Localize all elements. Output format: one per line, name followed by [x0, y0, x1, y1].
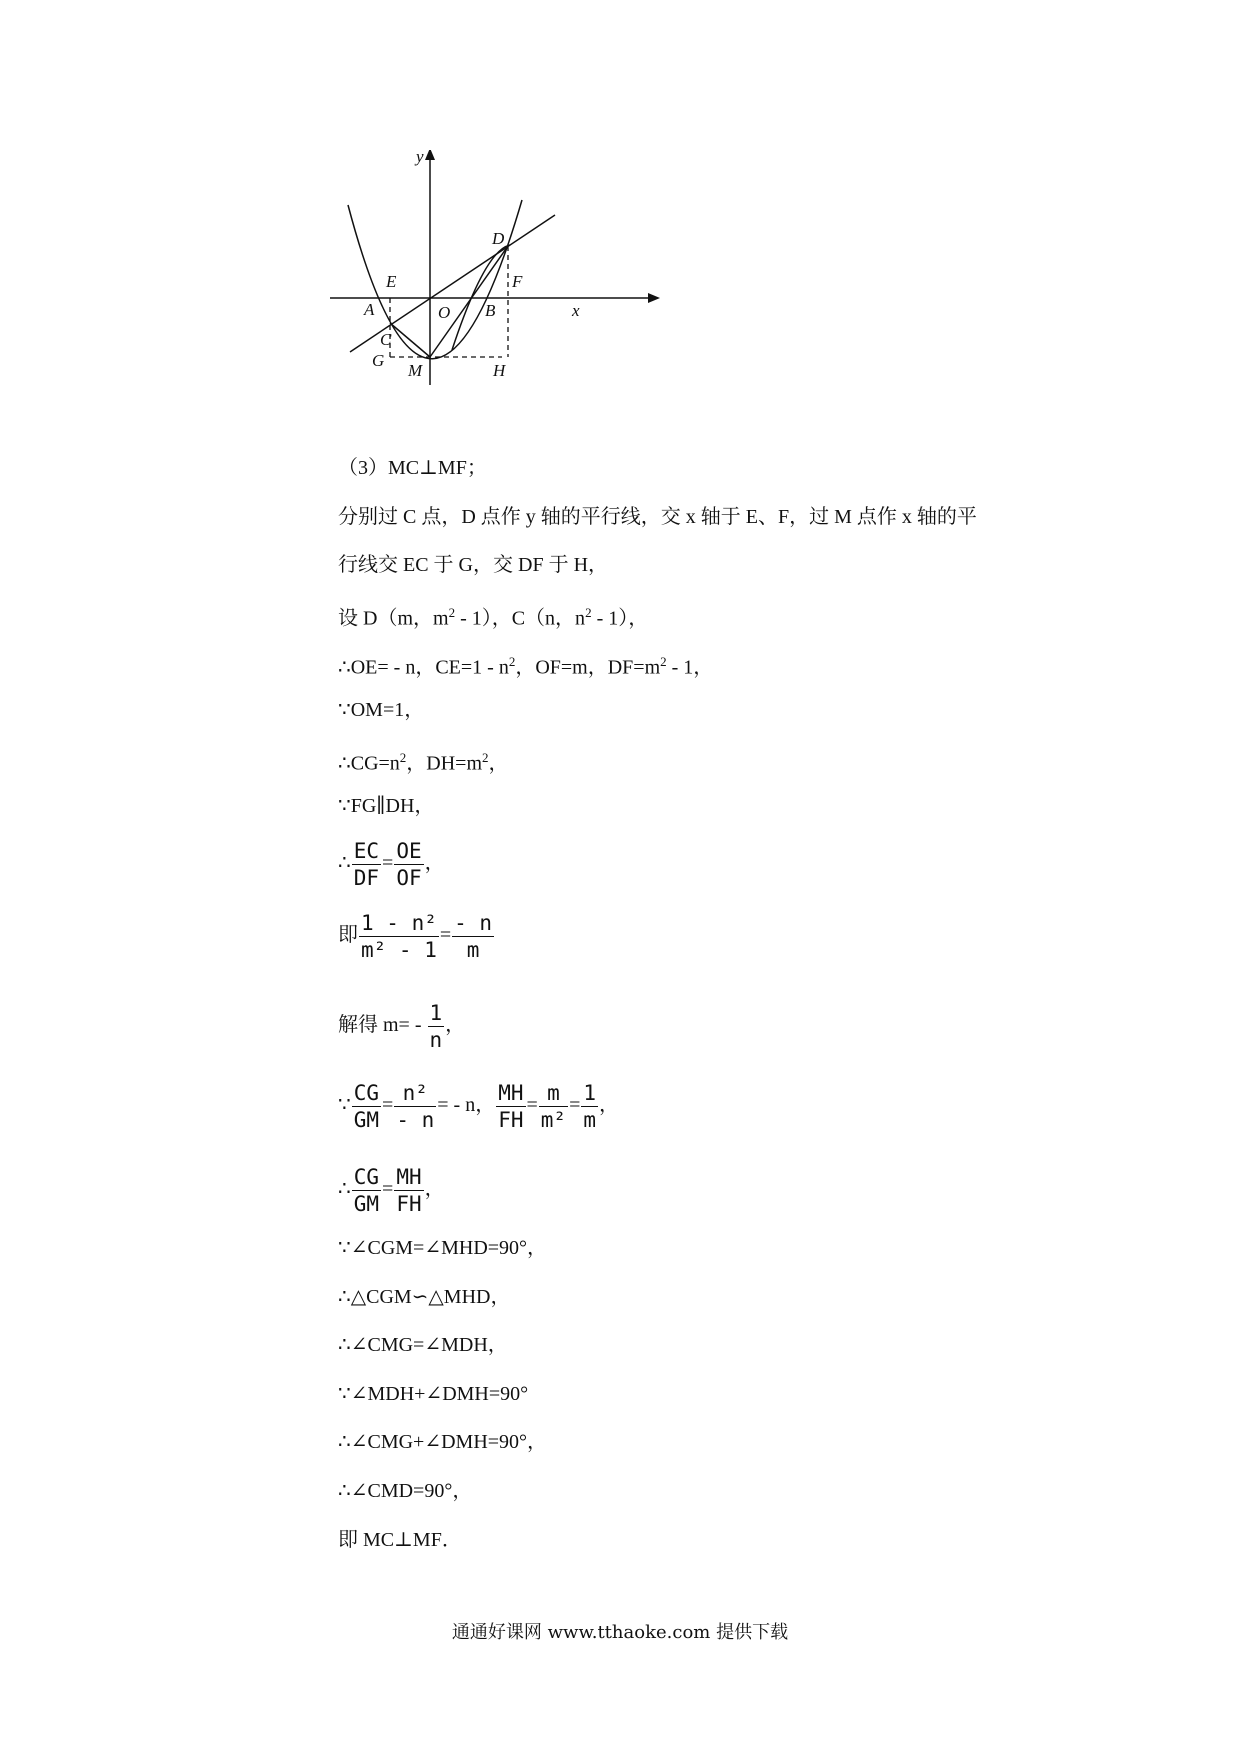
l9-eq: =	[382, 852, 394, 875]
fraction-mh-fh-2	[394, 1164, 423, 1217]
l7-e: ，	[488, 752, 509, 775]
l12-f4d: m²	[540, 1108, 567, 1132]
l11-fd: n	[429, 1028, 443, 1052]
l12-mid: = - n，	[437, 1094, 496, 1117]
line-13	[338, 1164, 445, 1217]
l10-f1d: m² - 1	[361, 938, 437, 962]
l10-f2d: m	[466, 938, 480, 962]
l5-c: ，OF=m，DF=m	[515, 656, 661, 679]
l12-f1d: GM	[353, 1108, 380, 1132]
line-18: ∴∠CMG+∠DMH=90°，	[338, 1431, 548, 1453]
label-e: E	[386, 272, 397, 291]
l4-d: 2	[585, 605, 592, 620]
line-8: ∵FG∥DH，	[338, 795, 435, 817]
l12-pre: ∵	[338, 1094, 351, 1117]
fraction-n2-mn	[394, 1080, 436, 1133]
l9-pre: ∴	[338, 852, 351, 875]
l12-f4n: m	[539, 1080, 568, 1107]
line-16: ∴∠CMG=∠MDH，	[338, 1334, 508, 1356]
fraction-cg-gm-2	[352, 1164, 381, 1217]
l10-eq: =	[439, 924, 452, 947]
l11-pre: 解得 m= -	[338, 1014, 427, 1037]
line-2: 分别过 C 点，D 点作 y 轴的平行线，交 x 轴于 E、F，过 M 点作 x 轴的平	[338, 506, 977, 528]
l12-f2n: n²	[394, 1080, 436, 1107]
l12-f5n: 1	[583, 1081, 597, 1105]
l12-eq1: =	[382, 1094, 394, 1117]
l12-f3n: MH	[498, 1081, 524, 1105]
parabola-main	[348, 200, 522, 359]
l7-a: ∴CG=n	[338, 752, 400, 775]
l13-pre: ∴	[338, 1178, 351, 1201]
label-f: F	[512, 272, 523, 291]
l9-post: ，	[424, 852, 445, 875]
l12-eq3: =	[569, 1094, 581, 1117]
label-d: D	[492, 229, 505, 248]
label-y: y	[416, 150, 424, 166]
l12-f2d: - n	[396, 1108, 435, 1132]
line-20: 即 MC⊥MF．	[338, 1529, 462, 1551]
fraction-ec-df	[352, 838, 381, 891]
l9-f1n: EC	[353, 839, 380, 863]
l10-f2n: - n	[454, 911, 493, 935]
line-1: （3）MC⊥MF；	[338, 457, 487, 479]
l5-b: 2	[508, 654, 516, 669]
segment-md	[430, 246, 508, 357]
label-x: x	[572, 301, 580, 320]
l11-fn: 1	[429, 1001, 443, 1025]
line-5	[338, 648, 713, 682]
line-14: ∵∠CGM=∠MHD=90°，	[338, 1237, 548, 1259]
l13-eq: =	[382, 1178, 394, 1201]
footer-credit: 通通好课网 www.tthaoke.com 提供下载	[451, 1622, 789, 1643]
line-15: ∴△CGM∽△MHD，	[338, 1286, 511, 1308]
line-7	[338, 744, 509, 778]
l5-a: ∴OE= - n，CE=1 - n	[338, 656, 509, 679]
x-axis-arrow	[648, 293, 660, 303]
l12-f5d: m	[583, 1108, 597, 1132]
line-12	[338, 1080, 619, 1133]
parabola-figure	[330, 150, 660, 435]
l5-e: - 1，	[666, 656, 714, 679]
l10-f1n: 1 - n²	[361, 911, 437, 935]
l7-d: 2	[482, 750, 489, 765]
line-10	[338, 910, 495, 963]
line-17: ∵∠MDH+∠DMH=90°	[338, 1383, 529, 1405]
label-b: B	[485, 301, 496, 320]
fraction-1-m	[581, 1080, 598, 1133]
l5-d: 2	[660, 654, 667, 669]
l12-f3d: FH	[498, 1108, 524, 1132]
fraction-1mn2	[359, 910, 439, 963]
l12-post: ，	[599, 1094, 620, 1117]
l9-f2n: OE	[396, 839, 422, 863]
l7-c: ，DH=m	[406, 752, 483, 775]
l13-post: ，	[424, 1178, 445, 1201]
l4-b: 2	[448, 605, 456, 620]
l10-pre: 即	[338, 924, 358, 947]
line-9	[338, 838, 445, 891]
l12-f1n: CG	[353, 1081, 380, 1105]
line-4	[338, 599, 648, 633]
l11-post: ，	[445, 1014, 466, 1037]
fraction-mh-fh	[496, 1080, 525, 1133]
l4-c: - 1），C（n，n	[455, 607, 586, 630]
l12-eq2: =	[526, 1094, 538, 1117]
l4-e: - 1），	[591, 607, 649, 630]
line-6: ∵OM=1，	[338, 699, 425, 721]
label-a: A	[364, 300, 375, 319]
label-o: O	[438, 303, 451, 322]
line-19: ∴∠CMD=90°，	[338, 1480, 473, 1502]
l7-b: 2	[399, 750, 407, 765]
segment-cm	[390, 323, 430, 357]
l9-f2d: OF	[396, 866, 422, 890]
line-11	[338, 1000, 465, 1053]
l4-a: 设 D（m，m	[338, 607, 449, 630]
y-axis-arrow	[425, 150, 435, 160]
label-g: G	[372, 351, 385, 370]
fraction-cg-gm	[352, 1080, 381, 1133]
l13-f2d: FH	[396, 1192, 422, 1216]
fraction-1-n	[428, 1000, 445, 1053]
label-c: C	[380, 330, 392, 349]
line-3: 行线交 EC 于 G，交 DF 于 H，	[338, 554, 609, 576]
label-m: M	[408, 361, 423, 380]
l13-f1d: GM	[353, 1192, 380, 1216]
l13-f1n: CG	[353, 1165, 380, 1189]
fraction-m-m2	[539, 1080, 568, 1133]
fraction-mn-m	[452, 910, 494, 963]
l9-f1d: DF	[353, 866, 380, 890]
label-h: H	[493, 361, 506, 380]
fraction-oe-of	[394, 838, 423, 891]
l13-f2n: MH	[396, 1165, 422, 1189]
